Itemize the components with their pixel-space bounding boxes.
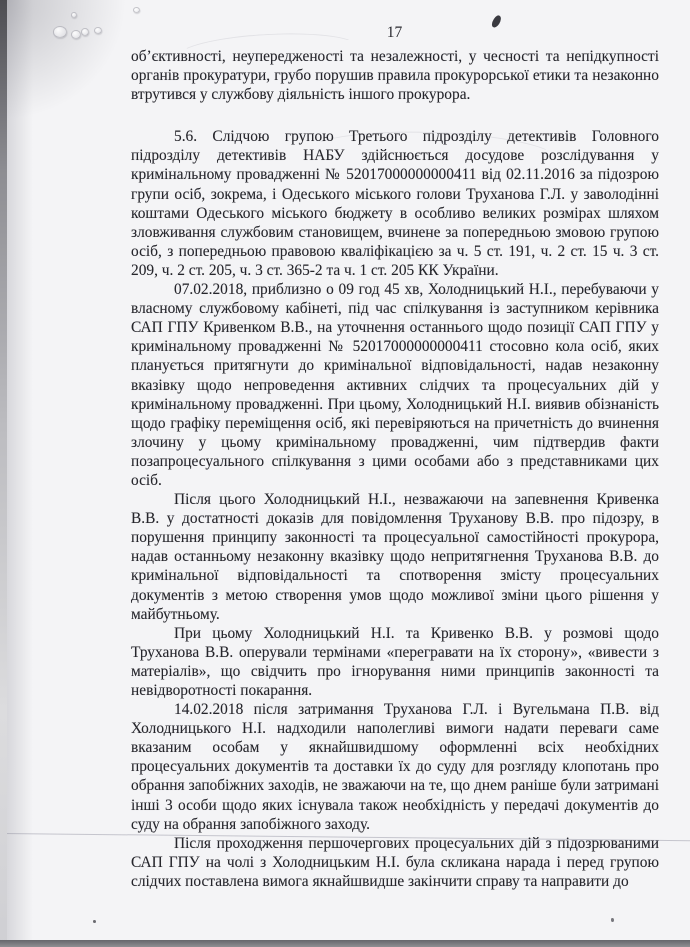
- paragraph-5: При цьому Холодницький Н.І. та Кривенко В.В. у розмові щодо Труханова В.В. оперували термінами «перегравати на їх сторону», «вивести з матеріалів», що свідчить про ігнорування ними принципів законності та невідворотності покарання.: [131, 624, 659, 699]
- document-page: [7, 0, 690, 940]
- paragraph-4: Після цього Холодницький Н.І., незважаючи на запевнення Кривенка В.В. у достатності доказів для повідомлення Труханову В.В. про підозру, в порушення принципу законності та процесуальної самостійності прокурора, надав останньому незаконну вказівку щодо непритягнення Труханова В.В. до кримінальної відповідальності та спотворення змісту процесуальних документів з метою створення умов щодо можливої зміни цього рішення у майбутньому.: [131, 491, 659, 623]
- water-droplet-mark: [71, 12, 77, 18]
- ink-speck: [93, 920, 96, 923]
- paragraph-6: 14.02.2018 після затримання Труханова Г.Л. і Вугельмана П.В. від Холодницького Н.І. надходили наполегливі вимоги надати переваги саме вказаним особам у якнайшвидшому оформленні всіх необхідних процесуальних документів та доставки їх до суду для розгляду клопотань про обрання запобіжних заходів, не зважаючи на те, що днем раніше були затримані інші 3 особи щодо яких існувала також необхідність у передачі документів до суду на обрання запобіжного заходу.: [131, 701, 659, 833]
- paper-shading-top-left: [7, 0, 127, 120]
- paragraph-2: 5.6. Слідчою групою Третього підрозділу детективів Головного підрозділу детективів НАБУ здійснюється досудове розслідування у кримінальному провадженні № 52017000000000411 від 02.11.2016 за підозрою групи осіб, зокрема, і Одеського міського голови Труханова Г.Л. у заволодінні коштами Одеського міського бюджету в особливо великих розмірах шляхом зловживання службовим становищем, вчинене за попередньою змовою групою осіб, з попередньою правовою кваліфікацією за ч. 5 ст. 191, ч. 2 ст. 15 ч. 3 ст. 209, ч. 2 ст. 205, ч. 3 ст. 365-2 та ч. 1 ст. 205 КК України.: [131, 128, 659, 279]
- water-droplet-mark: [53, 26, 67, 38]
- paragraph-7: Після проходження першочергових процесуальних дій з підозрюваними САП ГПУ на чолі з Холодницьким Н.І. була скликана нарада і перед групою слідчих поставлена вимога якнайшвидше закінчити справу та направити до: [131, 834, 659, 890]
- paper-shading-left: [7, 0, 33, 940]
- scanner-edge-bottom: [0, 940, 690, 947]
- ink-speck: [611, 918, 614, 922]
- document-body: [131, 47, 659, 891]
- water-droplet-mark: [133, 7, 140, 13]
- water-droplet-mark: [71, 30, 81, 39]
- water-droplet-mark: [81, 28, 89, 36]
- scanner-edge-left: [0, 0, 7, 947]
- paragraph-3: 07.02.2018, приблизно о 09 год 45 хв, Холодницький Н.І., перебуваючи у власному службовому кабінеті, під час спілкування із заступником керівника САП ГПУ Кривенком В.В., на уточнення останнього щодо позиції САП ГПУ у кримінальному провадженні № 52017000000000411 стосовно кола осіб, яких планується притягнути до кримінальної відповідальності, надав незаконну вказівку щодо непроведення активних слідчих та процесуальних дій у кримінальному провадженні. При цьому, Холодницький Н.І. виявив обізнаність щодо графіку переміщення осіб, які перевіряються на причетність до вчинення злочину у цьому кримінальному провадженні, чим підтвердив факти позапроцесуального спілкування з цими особами або з представниками цих осіб.: [131, 281, 659, 489]
- water-droplet-mark: [94, 27, 102, 34]
- paragraph-1: об’єктивності, неупередженості та незалежності, у чесності та непідкупності органів прокуратури, грубо порушив правила прокурорської етики та незаконно втрутився у службову діяльність іншого прокурора.: [131, 48, 659, 104]
- page-number: 17: [386, 24, 403, 41]
